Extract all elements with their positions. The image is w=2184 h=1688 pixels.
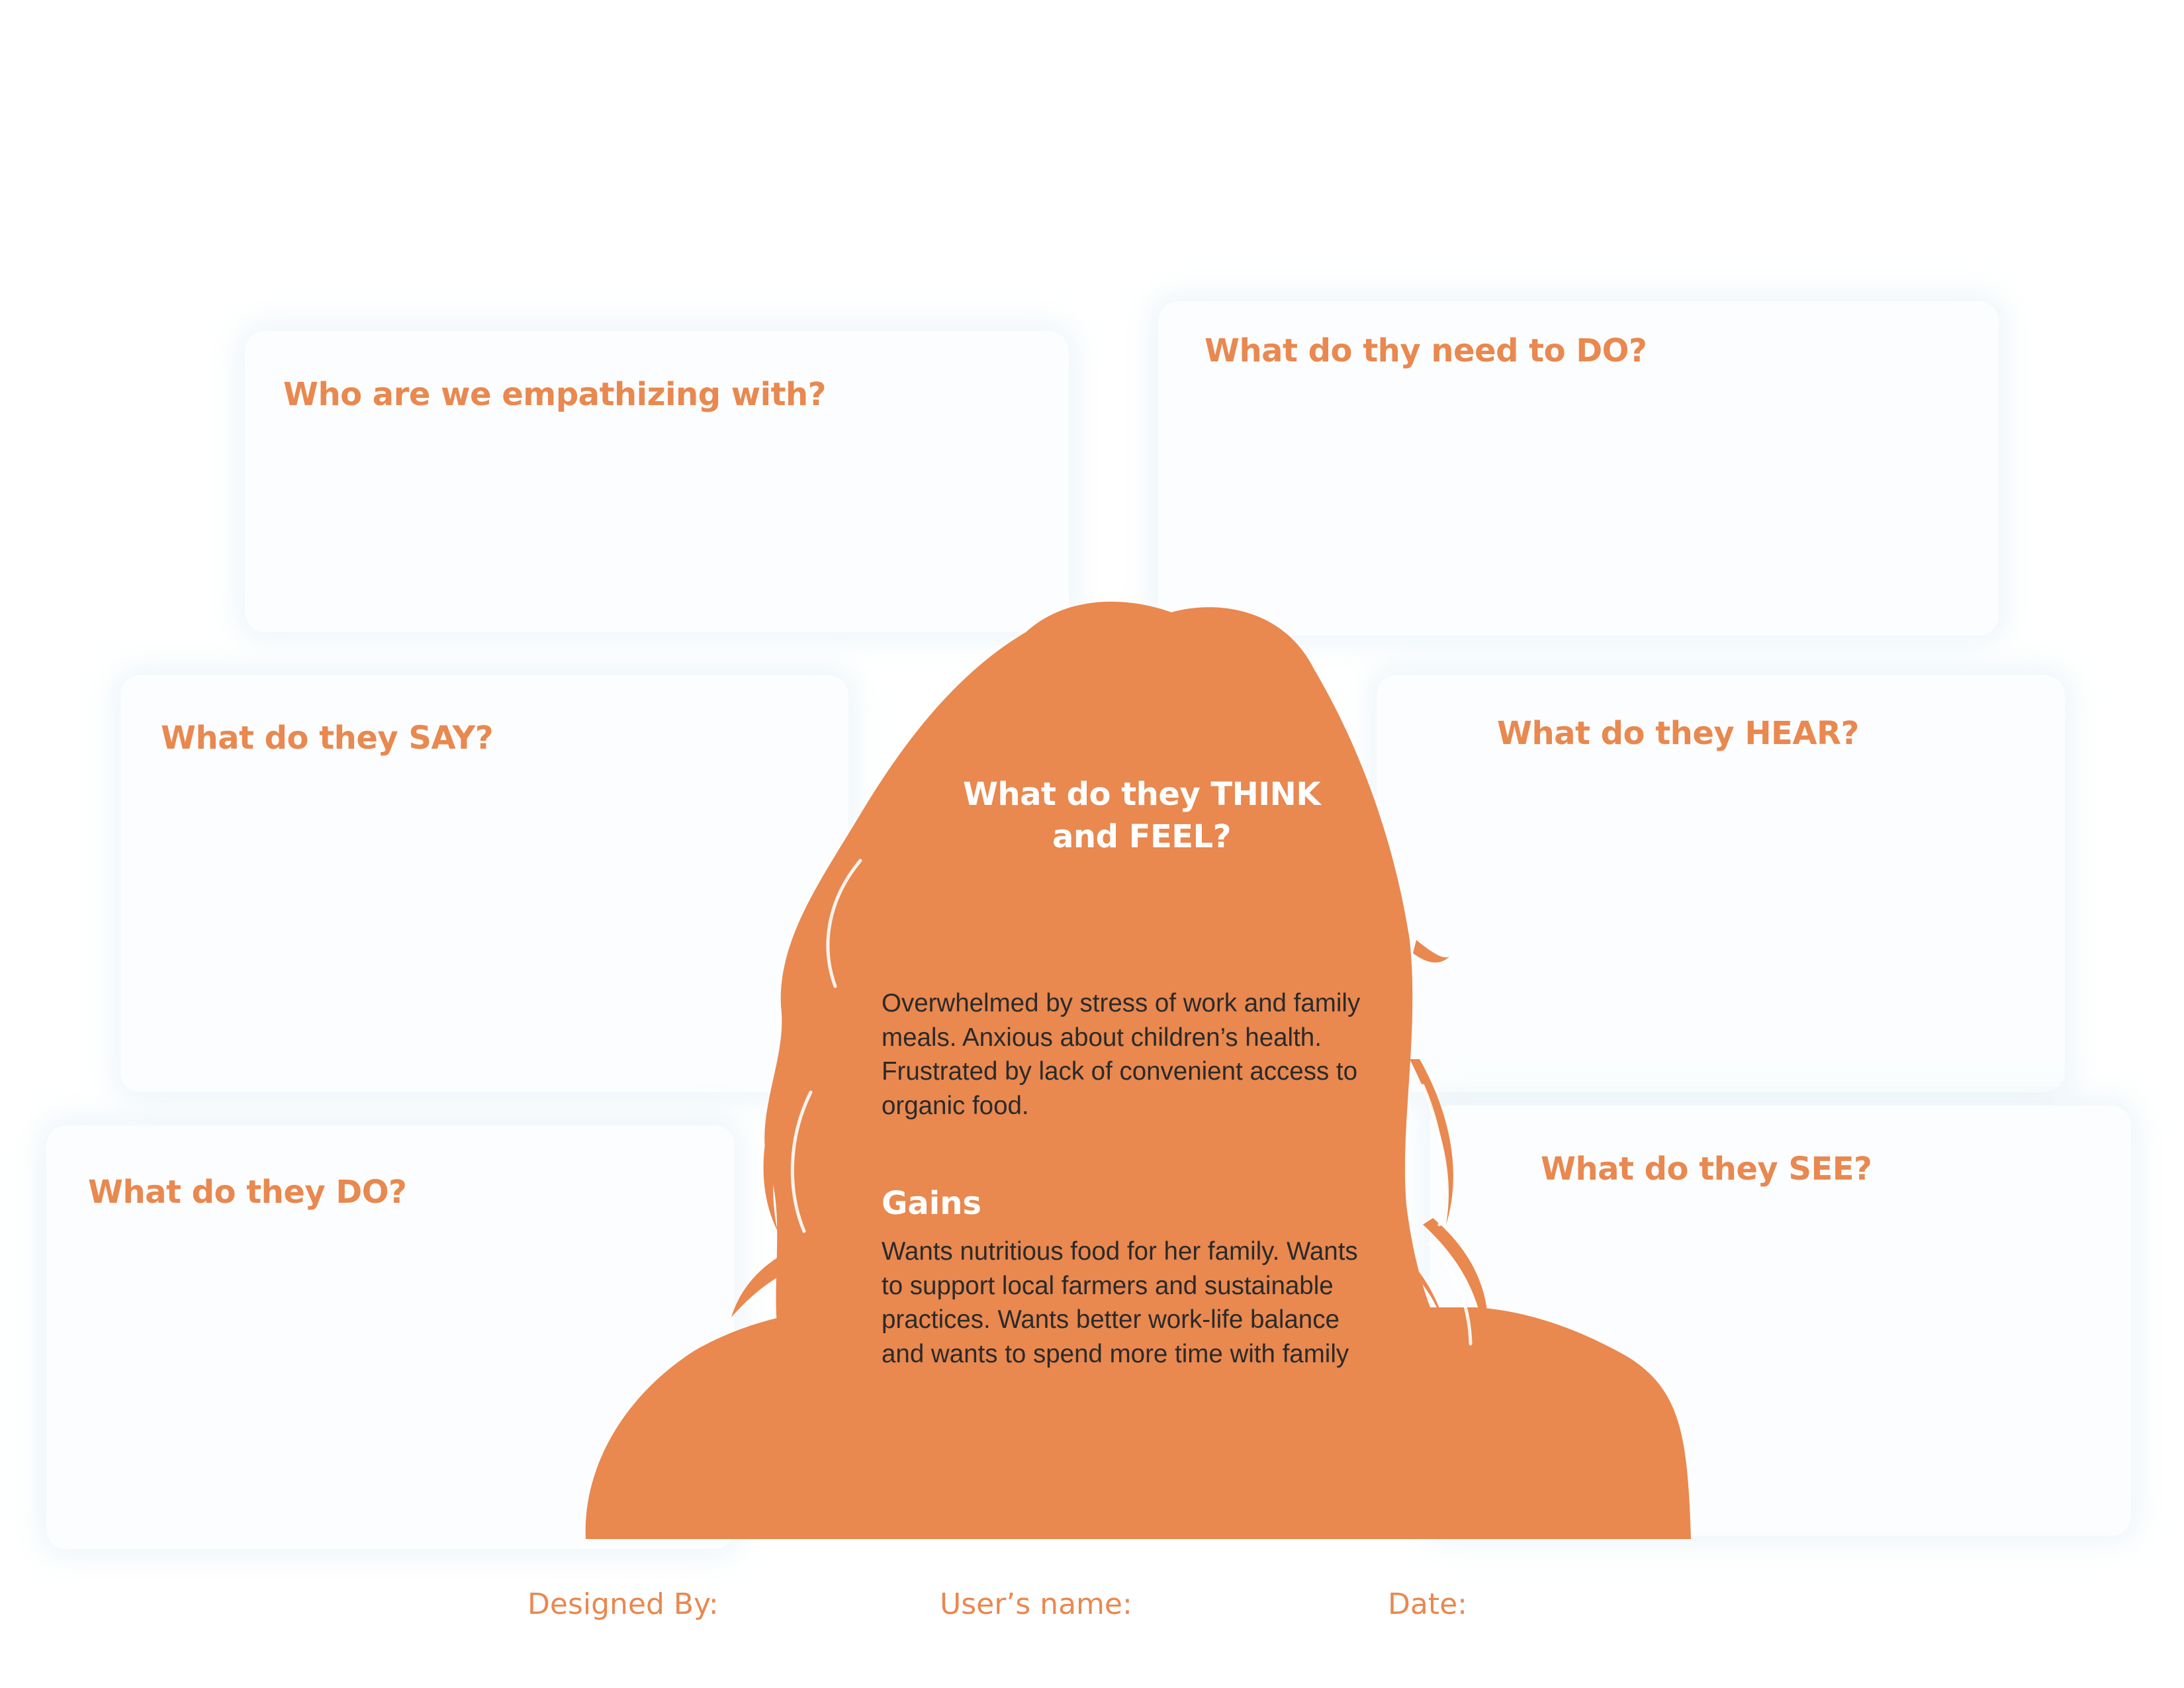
heading-what-do-they-hear: What do they HEAR? [1497,715,1859,752]
heading-who-are-we-empathizing-with: Who are we empathizing with? [283,376,827,413]
date-label: Date: [1388,1587,1467,1621]
users-name-label: User’s name: [940,1587,1132,1621]
heading-what-do-they-do: What do they DO? [88,1174,407,1211]
think-feel-body-text: Overwhelmed by stress of work and family meals. Anxious about children’s health. Frustrated by lack of convenient access to organic food. [882,989,1361,1120]
heading-what-do-they-think-and-feel [927,773,1357,858]
heading-what-do-they-need-to-do: What do thy need to DO? [1205,332,1647,369]
think-heading-line-2: and FEEL? [1052,818,1231,855]
gains-heading: Gains [882,1185,981,1222]
think-heading-line-1: What do they THINK [962,776,1321,813]
heading-what-do-they-say: What do they SAY? [161,720,494,757]
heading-what-do-they-see: What do they SEE? [1541,1150,1872,1188]
gains-body-text: Wants nutritious food for her family. Wants to support local farmers and sustainable practices. Wants better work-life balance and wants to spend more time with family [882,1237,1358,1368]
designed-by-label: Designed By: [527,1587,719,1621]
